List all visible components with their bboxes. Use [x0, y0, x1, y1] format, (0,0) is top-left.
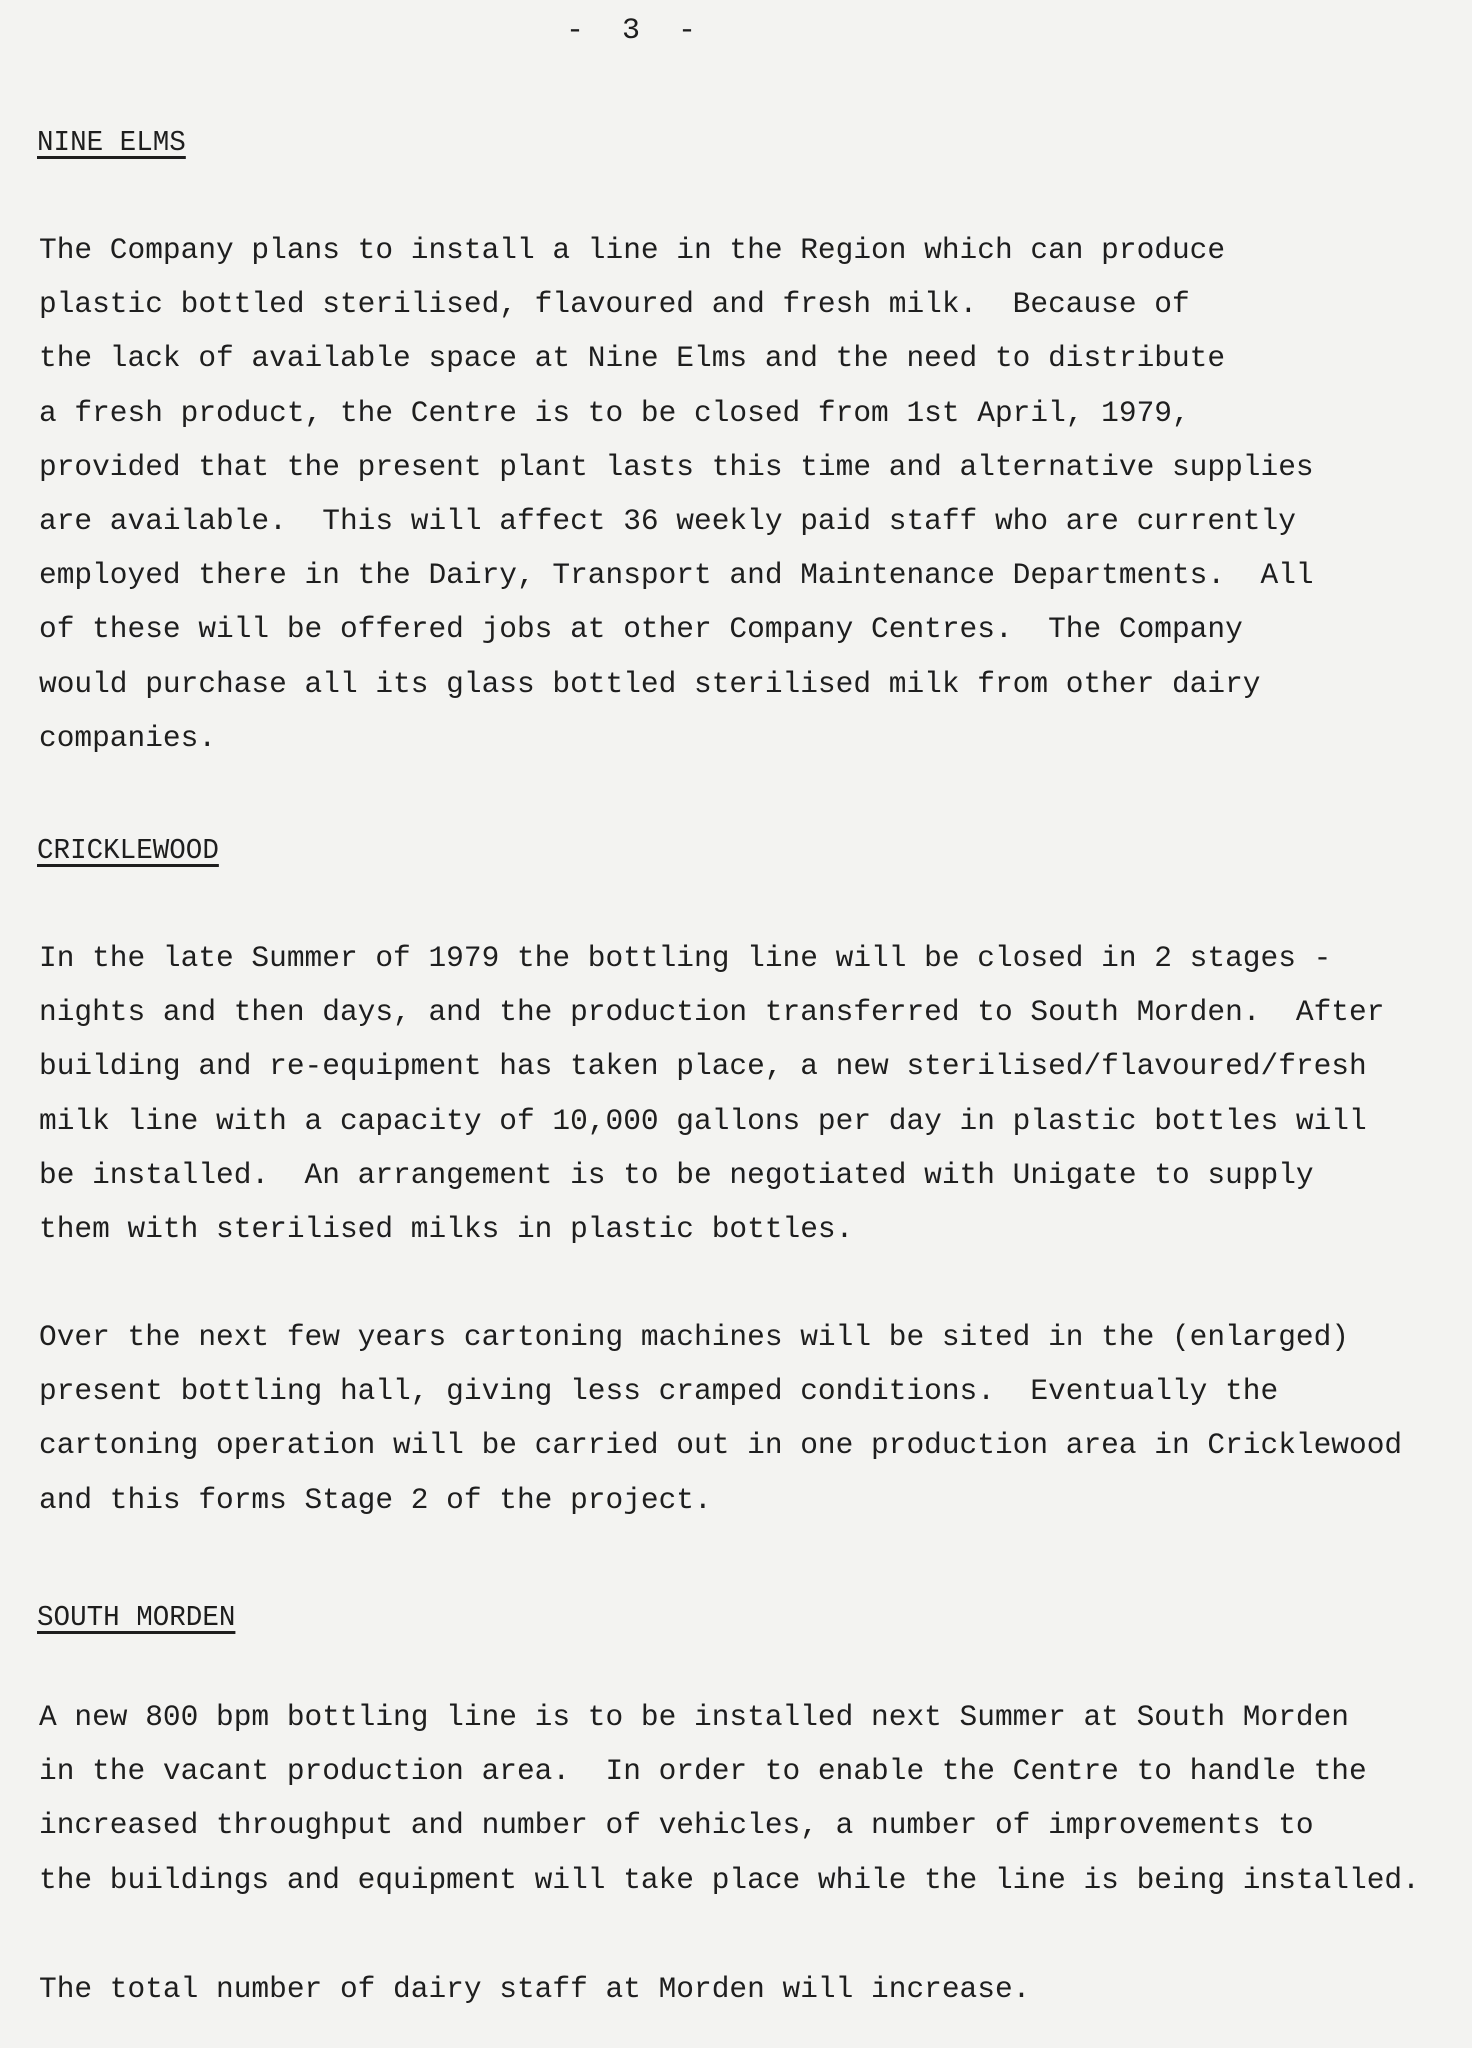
paragraph-south-morden-2: [39, 1962, 1030, 2016]
text-line: in the vacant production area. In order to enable the Centre to handle the: [39, 1754, 1367, 1789]
text-line: building and re-equipment has taken place, a new sterilised/flavoured/fresh: [39, 1049, 1367, 1084]
text-line: are available. This will affect 36 weekly paid staff who are currently: [39, 503, 1296, 538]
text-line: A new 800 bpm bottling line is to be installed next Summer at South Morden: [39, 1700, 1350, 1734]
text-line: increased throughput and number of vehicles, a number of improvements to: [39, 1808, 1314, 1843]
text-line: employed there in the Dairy, Transport and Maintenance Departments. All: [39, 558, 1314, 593]
text-line: plastic bottled sterilised, flavoured and fresh milk. Because of: [39, 287, 1190, 322]
text-line: provided that the present plant lasts this time and alternative supplies: [39, 449, 1314, 484]
section-heading-south-morden: SOUTH MORDEN: [37, 1601, 236, 1634]
text-line: present bottling hall, giving less cramped conditions. Eventually the: [39, 1374, 1279, 1409]
text-line: Over the next few years cartoning machines will be sited in the (enlarged): [39, 1320, 1350, 1354]
text-line: the buildings and equipment will take place while the line is being installed.: [39, 1862, 1420, 1897]
page-number: - 3 -: [566, 14, 707, 48]
text-line: companies.: [39, 720, 217, 755]
section-heading-nine-elms: NINE ELMS: [37, 126, 186, 159]
text-line: them with sterilised milks in plastic bottles.: [39, 1211, 854, 1246]
text-line: the lack of available space at Nine Elms and the need to distribute: [39, 341, 1226, 376]
paragraph-south-morden-1: [39, 1690, 1420, 1907]
text-line: and this forms Stage 2 of the project.: [39, 1482, 712, 1517]
text-line: The total number of dairy staff at Morden will increase.: [39, 1972, 1031, 2006]
paragraph-cricklewood-2: [39, 1310, 1402, 1527]
text-line: would purchase all its glass bottled sterilised milk from other dairy: [39, 666, 1261, 701]
text-line: of these will be offered jobs at other Company Centres. The Company: [39, 612, 1243, 647]
text-line: milk line with a capacity of 10,000 gallons per day in plastic bottles will: [39, 1103, 1367, 1138]
text-line: be installed. An arrangement is to be negotiated with Unigate to supply: [39, 1157, 1314, 1192]
text-line: In the late Summer of 1979 the bottling line will be closed in 2 stages -: [39, 941, 1332, 975]
paragraph-cricklewood-1: [39, 931, 1384, 1256]
text-line: The Company plans to install a line in the Region which can produce: [39, 233, 1226, 267]
text-line: nights and then days, and the production transferred to South Morden. After: [39, 995, 1385, 1030]
section-heading-cricklewood: CRICKLEWOOD: [37, 834, 219, 867]
text-line: a fresh product, the Centre is to be closed from 1st April, 1979,: [39, 395, 1190, 430]
paragraph-nine-elms: [39, 223, 1314, 765]
text-line: cartoning operation will be carried out in one production area in Cricklewood: [39, 1428, 1403, 1463]
